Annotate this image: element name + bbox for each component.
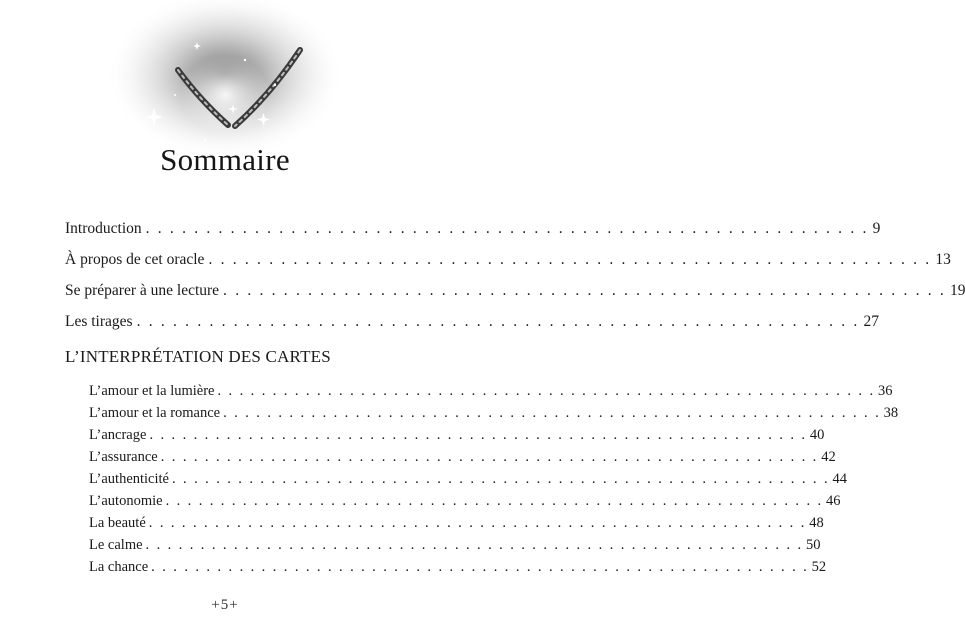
card-entry-page: 46 bbox=[826, 493, 841, 509]
card-entry-page: 40 bbox=[809, 427, 825, 443]
card-entry-page: 38 bbox=[883, 405, 899, 421]
dot-leader: . . . . . . . . . . . . . . . . . . . . . . . . . . . . . . . . . . . . . . . . . . . . . . . . . . . . . . . . . . . . bbox=[172, 471, 830, 487]
dot-leader: . . . . . . . . . . . . . . . . . . . . . . . . . . . . . . . . . . . . . . . . . . . . . . . . . . . . . . . . . . . . bbox=[149, 427, 807, 443]
toc-entry-page: 19 bbox=[949, 282, 965, 299]
toc-entry-label: Se préparer à une lecture bbox=[65, 282, 220, 299]
toc-entry bbox=[65, 306, 880, 337]
dot-leader: . . . . . . . . . . . . . . . . . . . . . . . . . . . . . . . . . . . . . . . . . . . . . . . . . . . . . . . . . . . . bbox=[165, 493, 824, 509]
card-entry bbox=[89, 468, 847, 490]
card-entry-page: 48 bbox=[809, 515, 824, 531]
dot-leader: . . . . . . . . . . . . . . . . . . . . . . . . . . . . . . . . . . . . . . . . . . . . . . . . . . . . . . . . . . . . bbox=[217, 383, 875, 399]
card-entry-label: L’authenticité bbox=[89, 471, 169, 487]
dot-leader: . . . . . . . . . . . . . . . . . . . . . . . . . . . . . . . . . . . . . . . . . . . . . . . . . . . . . . . . . . . . bbox=[145, 537, 804, 553]
toc-entry-page: 9 bbox=[872, 220, 881, 237]
card-entry-label: Le calme bbox=[89, 537, 143, 553]
card-entry-page: 50 bbox=[806, 537, 821, 553]
card-entry-label: La chance bbox=[89, 559, 149, 575]
card-entry-label: L’amour et la romance bbox=[89, 405, 221, 421]
dot-leader: . . . . . . . . . . . . . . . . . . . . . . . . . . . . . . . . . . . . . . . . . . . . . . . . . . . . . . . . . . . . bbox=[223, 282, 946, 299]
page-title: Sommaire bbox=[160, 142, 290, 177]
card-entry-page: 52 bbox=[811, 559, 827, 575]
toc-entry-label: Les tirages bbox=[65, 313, 133, 330]
dot-leader: . . . . . . . . . . . . . . . . . . . . . . . . . . . . . . . . . . . . . . . . . . . . . . . . . . . . . . . . . . . . bbox=[160, 449, 819, 465]
card-entry-label: L’ancrage bbox=[89, 427, 147, 443]
toc-entry bbox=[65, 213, 881, 244]
dot-leader: . . . . . . . . . . . . . . . . . . . . . . . . . . . . . . . . . . . . . . . . . . . . . . . . . . . . . . . . . . . . bbox=[136, 313, 860, 330]
card-entry bbox=[89, 556, 827, 578]
toc-entry-page: 27 bbox=[863, 313, 880, 330]
toc-entry-label: Introduction bbox=[65, 220, 142, 237]
card-entry bbox=[89, 380, 893, 402]
card-entry bbox=[89, 534, 821, 556]
toc-entry-label: À propos de cet oracle bbox=[65, 251, 205, 268]
dot-leader: . . . . . . . . . . . . . . . . . . . . . . . . . . . . . . . . . . . . . . . . . . . . . . . . . . . . . . . . . . . . bbox=[208, 251, 932, 268]
card-entry bbox=[89, 490, 841, 512]
card-entry bbox=[89, 512, 824, 534]
card-entry bbox=[89, 424, 825, 446]
toc-main-list bbox=[65, 213, 965, 337]
card-entry-label: L’assurance bbox=[89, 449, 158, 465]
card-entry-label: L’amour et la lumière bbox=[89, 383, 215, 399]
page-number: +5+ bbox=[211, 597, 239, 613]
dot-leader: . . . . . . . . . . . . . . . . . . . . . . . . . . . . . . . . . . . . . . . . . . . . . . . . . . . . . . . . . . . . bbox=[223, 405, 881, 421]
toc-entry-page: 13 bbox=[935, 251, 951, 268]
toc-card-list bbox=[89, 380, 899, 578]
card-entry-page: 44 bbox=[832, 471, 847, 487]
card-entry-label: La beauté bbox=[89, 515, 146, 531]
card-entry bbox=[89, 446, 836, 468]
card-entry bbox=[89, 402, 899, 424]
dot-leader: . . . . . . . . . . . . . . . . . . . . . . . . . . . . . . . . . . . . . . . . . . . . . . . . . . . . . . . . . . . . bbox=[148, 515, 807, 531]
card-entry-label: L’autonomie bbox=[89, 493, 163, 509]
toc-entry bbox=[65, 275, 965, 306]
dot-leader: . . . . . . . . . . . . . . . . . . . . . . . . . . . . . . . . . . . . . . . . . . . . . . . . . . . . . . . . . . . . bbox=[145, 220, 869, 237]
card-entry-page: 42 bbox=[821, 449, 836, 465]
toc-entry bbox=[65, 244, 951, 275]
section-heading: L’INTERPRÉTATION DES CARTES bbox=[65, 347, 331, 366]
card-entry-page: 36 bbox=[877, 383, 893, 399]
dot-leader: . . . . . . . . . . . . . . . . . . . . . . . . . . . . . . . . . . . . . . . . . . . . . . . . . . . . . . . . . . . . bbox=[151, 559, 809, 575]
